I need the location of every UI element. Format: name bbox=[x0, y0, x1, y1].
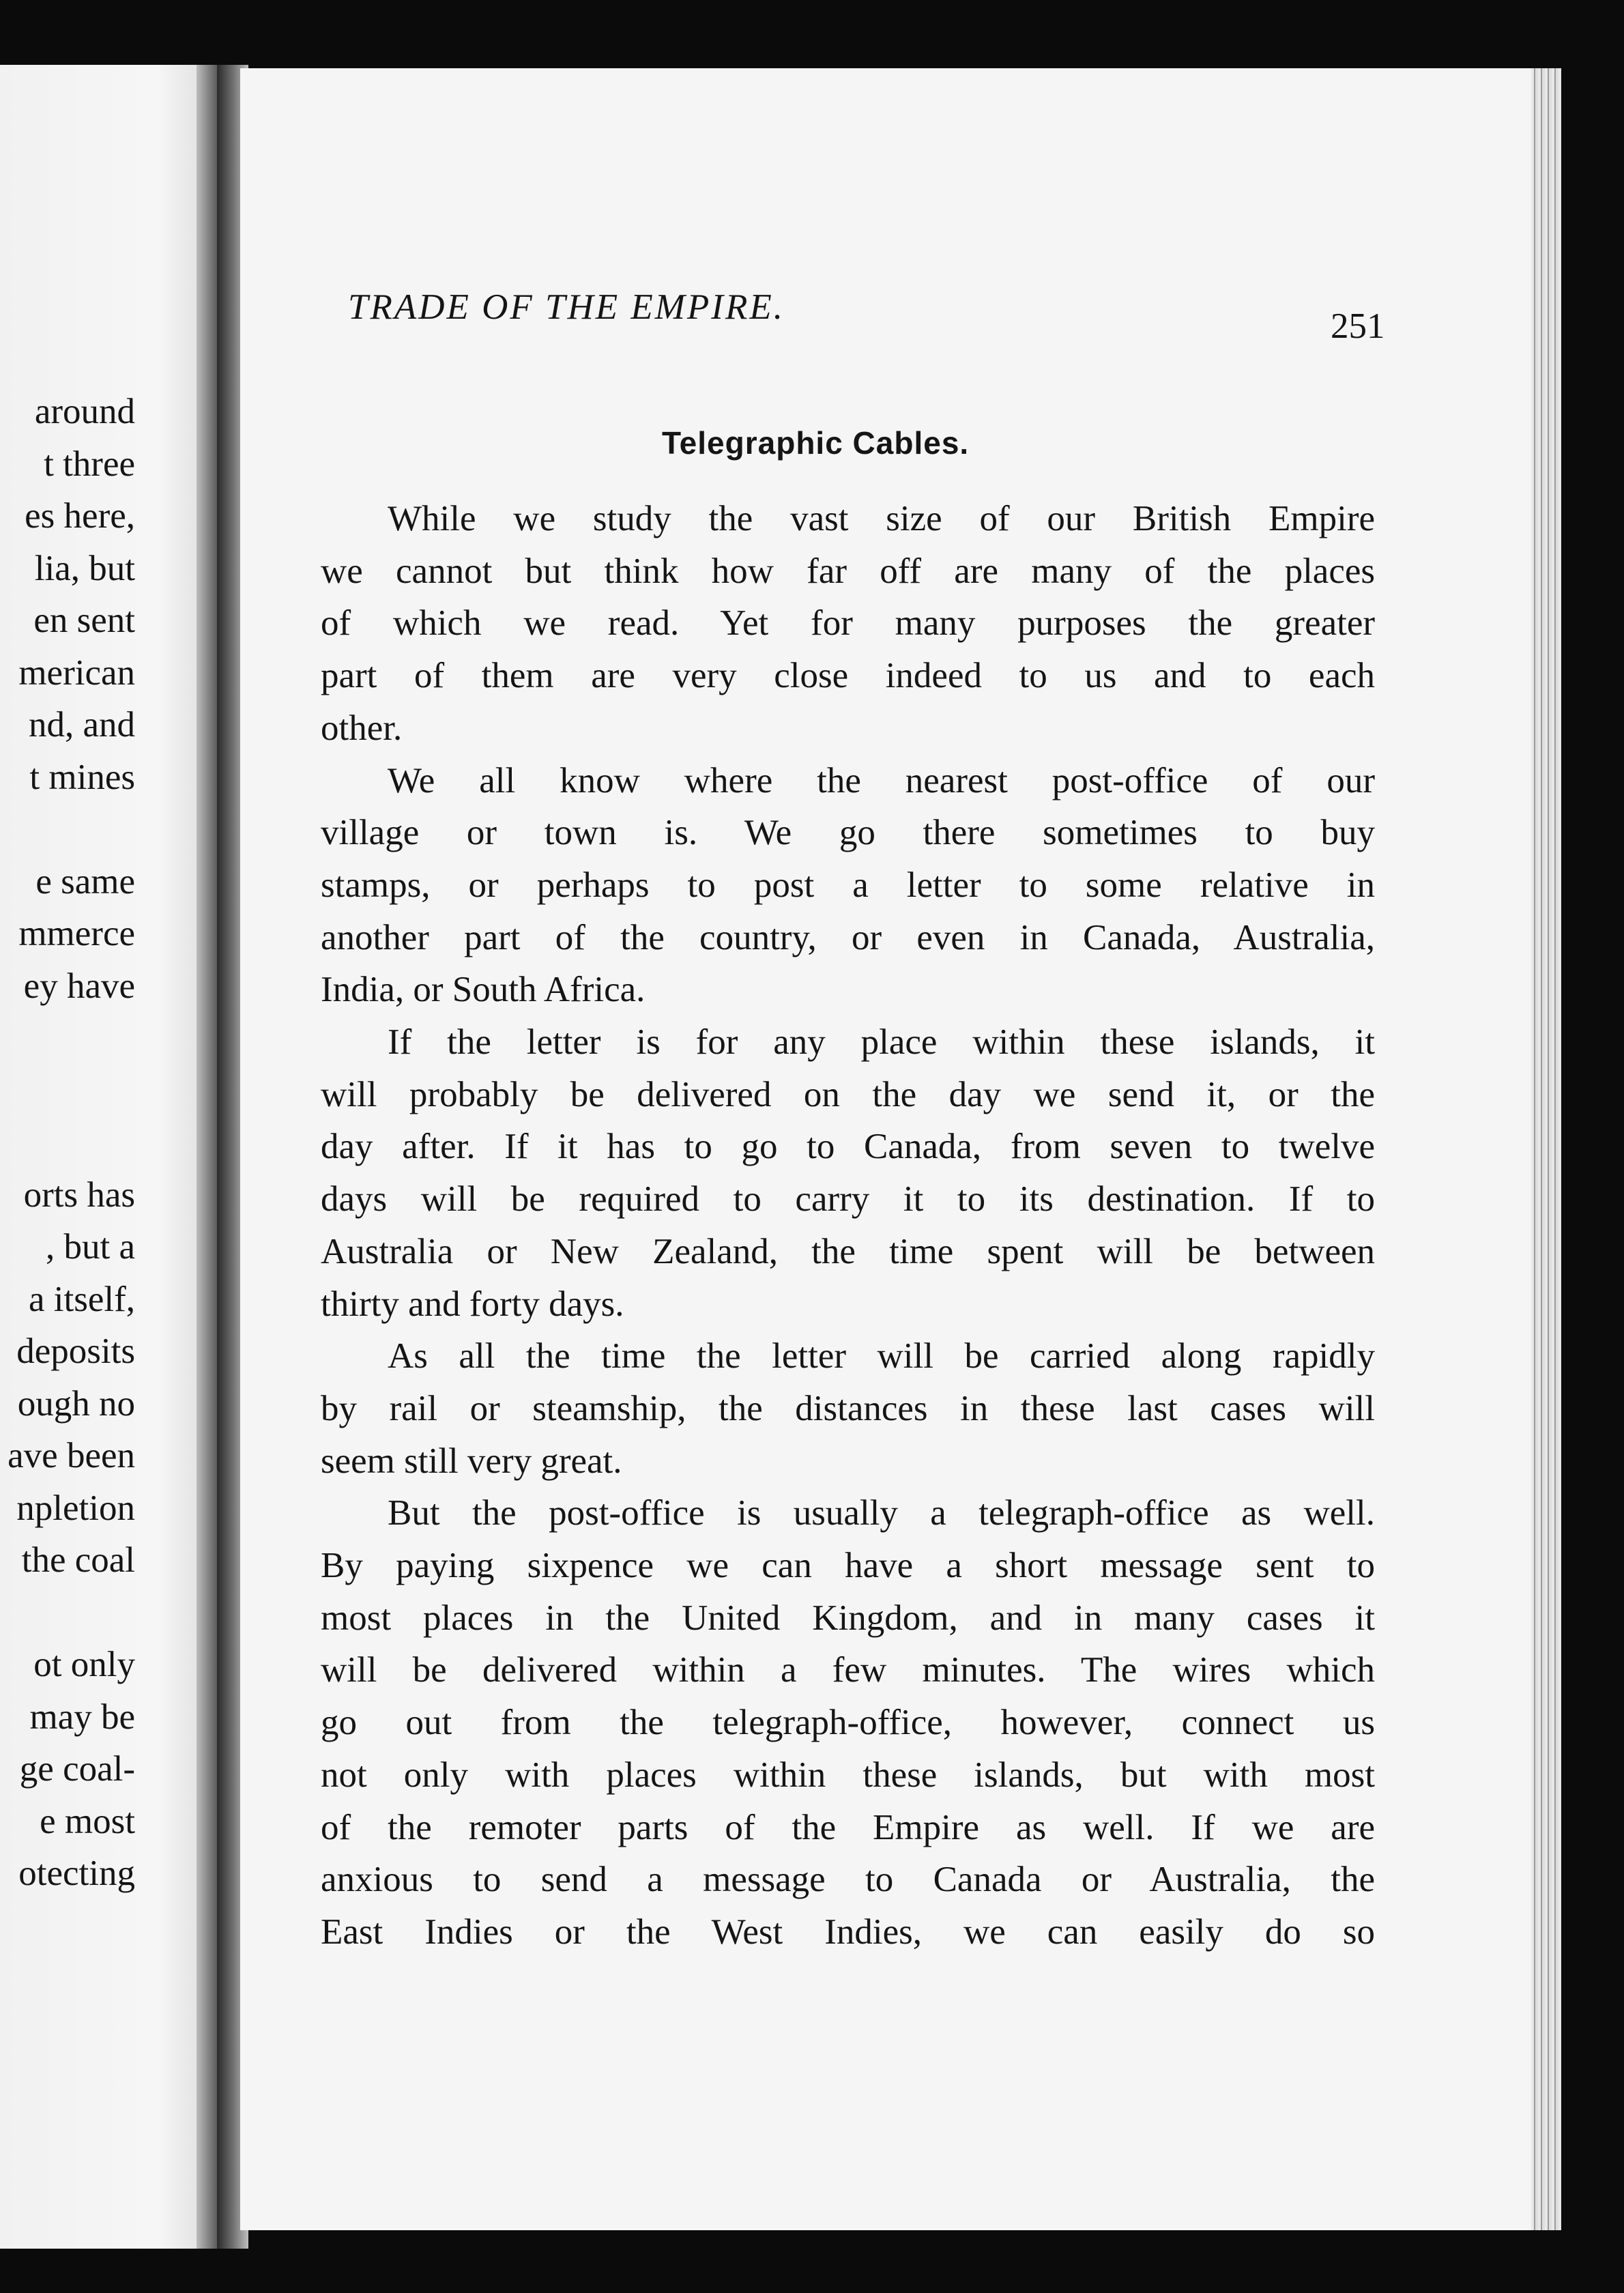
body-line: We all know where the nearest post-office of our bbox=[388, 760, 1375, 801]
left-page-line-gap bbox=[0, 1116, 135, 1169]
left-page-line-gap bbox=[0, 803, 135, 856]
running-head: TRADE OF THE EMPIRE. bbox=[348, 287, 785, 327]
left-page-line-gap bbox=[0, 1587, 135, 1639]
body-text bbox=[321, 493, 1375, 1959]
left-page-line: otecting bbox=[18, 1854, 135, 1893]
left-page-line: t mines bbox=[29, 757, 135, 797]
left-page-line: around bbox=[34, 392, 135, 431]
body-line: But the post-office is usually a telegraph-office as well. bbox=[388, 1493, 1375, 1533]
left-page-line-gap bbox=[0, 1012, 135, 1065]
page-edges bbox=[1531, 68, 1561, 2230]
page-number: 251 bbox=[1331, 306, 1385, 346]
left-page-line: e most bbox=[40, 1801, 135, 1841]
body-line: will be delivered within a few minutes. The wires which bbox=[321, 1650, 1375, 1690]
left-page-line: a itself, bbox=[29, 1279, 135, 1319]
body-line: will probably be delivered on the day we send it, or the bbox=[321, 1074, 1375, 1114]
body-line: Australia or New Zealand, the time spent will be between bbox=[321, 1231, 1375, 1271]
left-page-line: lia, but bbox=[34, 548, 135, 588]
body-line: anxious to send a message to Canada or Australia, the bbox=[321, 1860, 1375, 1900]
body-line: village or town is. We go there sometimes to buy bbox=[321, 813, 1375, 853]
body-line: thirty and forty days. bbox=[321, 1284, 624, 1324]
body-line: day after. If it has to go to Canada, from seven to twelve bbox=[321, 1127, 1375, 1167]
left-page-line: mmerce bbox=[18, 914, 135, 953]
body-line: of which we read. Yet for many purposes the greater bbox=[321, 603, 1375, 644]
left-page-line: the coal bbox=[21, 1540, 135, 1580]
left-page-line: deposits bbox=[16, 1331, 135, 1371]
left-page-line: merican bbox=[18, 652, 135, 693]
body-line: most places in the United Kingdom, and in many cases it bbox=[321, 1598, 1375, 1638]
left-page-line: es here, bbox=[25, 496, 135, 536]
left-page-line: , but a bbox=[46, 1227, 135, 1267]
body-line: of the remoter parts of the Empire as well. If we are bbox=[321, 1807, 1375, 1847]
body-line: India, or South Africa. bbox=[321, 970, 646, 1010]
left-page-line: orts has bbox=[23, 1174, 135, 1215]
body-line: stamps, or perhaps to post a letter to some relative in bbox=[321, 865, 1375, 905]
left-page bbox=[0, 65, 225, 2249]
left-page-line: nd, and bbox=[28, 705, 135, 745]
left-page-line: t three bbox=[44, 444, 135, 484]
left-page-line: may be bbox=[29, 1697, 135, 1737]
body-line: East Indies or the West Indies, we can easily do so bbox=[321, 1912, 1375, 1952]
left-page-line: ave been bbox=[8, 1436, 135, 1475]
body-line: go out from the telegraph-office, however, connect us bbox=[321, 1703, 1375, 1743]
body-line: As all the time the letter will be carried along rapidly bbox=[388, 1336, 1375, 1376]
body-line: not only with places within these islands, but with most bbox=[321, 1755, 1375, 1795]
body-line: days will be required to carry it to its destination. If to bbox=[321, 1179, 1375, 1220]
body-line: another part of the country, or even in Canada, Australia, bbox=[321, 917, 1375, 957]
left-page-line: e same bbox=[35, 861, 135, 902]
body-line: part of them are very close indeed to us and to each bbox=[321, 656, 1375, 696]
left-page-line-gap bbox=[0, 1065, 135, 1117]
body-line: By paying sixpence we can have a short message sent to bbox=[321, 1546, 1375, 1586]
left-page-text bbox=[0, 386, 135, 1900]
left-page-line: ey have bbox=[23, 966, 135, 1006]
left-page-line: en sent bbox=[33, 601, 135, 640]
body-line: seem still very great. bbox=[321, 1441, 622, 1481]
body-line: If the letter is for any place within these islands, it bbox=[388, 1022, 1375, 1063]
body-line: While we study the vast size of our British Empire bbox=[388, 499, 1375, 538]
left-page-line: npletion bbox=[16, 1488, 135, 1528]
body-line: by rail or steamship, the distances in these last cases will bbox=[321, 1388, 1375, 1428]
body-line: we cannot but think how far off are many of the places bbox=[321, 551, 1375, 591]
left-page-line: ot only bbox=[33, 1645, 135, 1684]
section-title: Telegraphic Cables. bbox=[662, 425, 970, 461]
left-page-line: ge coal- bbox=[19, 1749, 135, 1789]
body-line: other. bbox=[321, 708, 403, 748]
left-page-line: ough no bbox=[17, 1383, 135, 1424]
